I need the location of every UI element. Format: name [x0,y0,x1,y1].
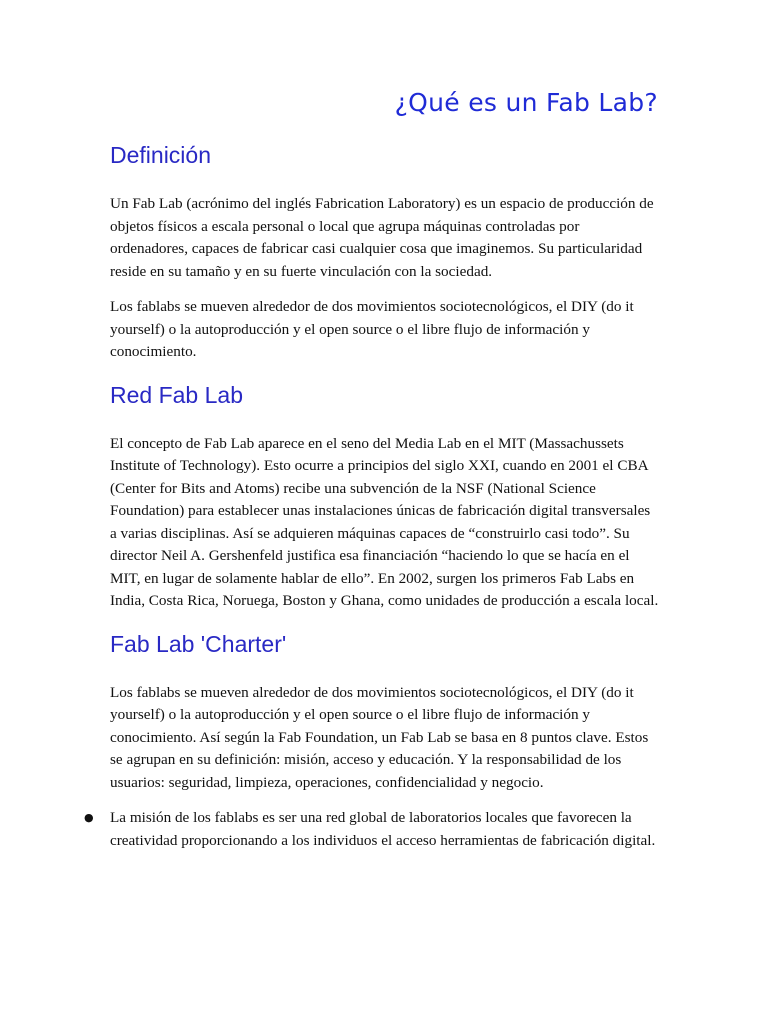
list-item-text: La misión de los fablabs es ser una red global de laboratorios locales que favorecen la creatividad proporcionando a los individuos el acceso herramientas de fabricación digital. [110,809,656,849]
paragraph-definicion-1: Un Fab Lab (acrónimo del inglés Fabrication Laboratory) es un espacio de producción de objetos físicos a escala personal o local que agrupa máquinas controladas por ordenadores, capaces de fabricar casi cualquier cosa que imaginemos. Su particularidad reside en su tamaño y en su fuerte vinculación con la sociedad. [110,195,654,280]
paragraph-charter: Los fablabs se mueven alrededor de dos movimientos sociotecnológicos, el DIY (do it yourself) o la autoproducción y el open source o el libre flujo de información y conocimiento. Así según la Fab Foundation, un Fab Lab se basa en 8 puntos clave. Estos se agrupan en su definición: misión, acceso y educación. Y la responsabilidad de los usuarios: seguridad, limpieza, operaciones, confidencialidad y negocio. [110,683,649,791]
page-title: ¿Qué es un Fab Lab? [394,88,658,117]
heading-red-fab-lab: Red Fab Lab [110,381,243,408]
paragraph-definicion-2: Los fablabs se mueven alrededor de dos movimientos sociotecnológicos, el DIY (do it yourself) o la autoproducción y el open source o el libre flujo de información y conocimiento. [110,298,634,360]
bullet-dot-icon: ● [84,811,94,824]
charter-bullet-list [84,807,660,852]
heading-definicion: Definición [110,142,211,168]
heading-charter: Fab Lab 'Charter' [110,630,287,657]
list-item [84,807,660,852]
paragraph-red-fab-lab: El concepto de Fab Lab aparece en el seno del Media Lab en el MIT (Massachussets Institute of Technology). Esto ocurre a principios del siglo XXI, cuando en 2001 el CBA (Center for Bits and Atoms) recibe una subvención de la NSF (National Science Foundation) para establecer unas instalaciones únicas de fabricación digital transversales a varias disciplinas. Así se adquieren máquinas capaces de “construirlo casi todo”. Su director Neil A. Gershenfeld justifica esa financiación “haciendo lo que se hacía en el MIT, en lugar de solamente hablar de ello”. En 2002, surgen los primeros Fab Labs en India, Costa Rica, Noruega, Boston y Ghana, como unidades de producción a escala local. [110,434,659,609]
document-body [84,140,660,852]
